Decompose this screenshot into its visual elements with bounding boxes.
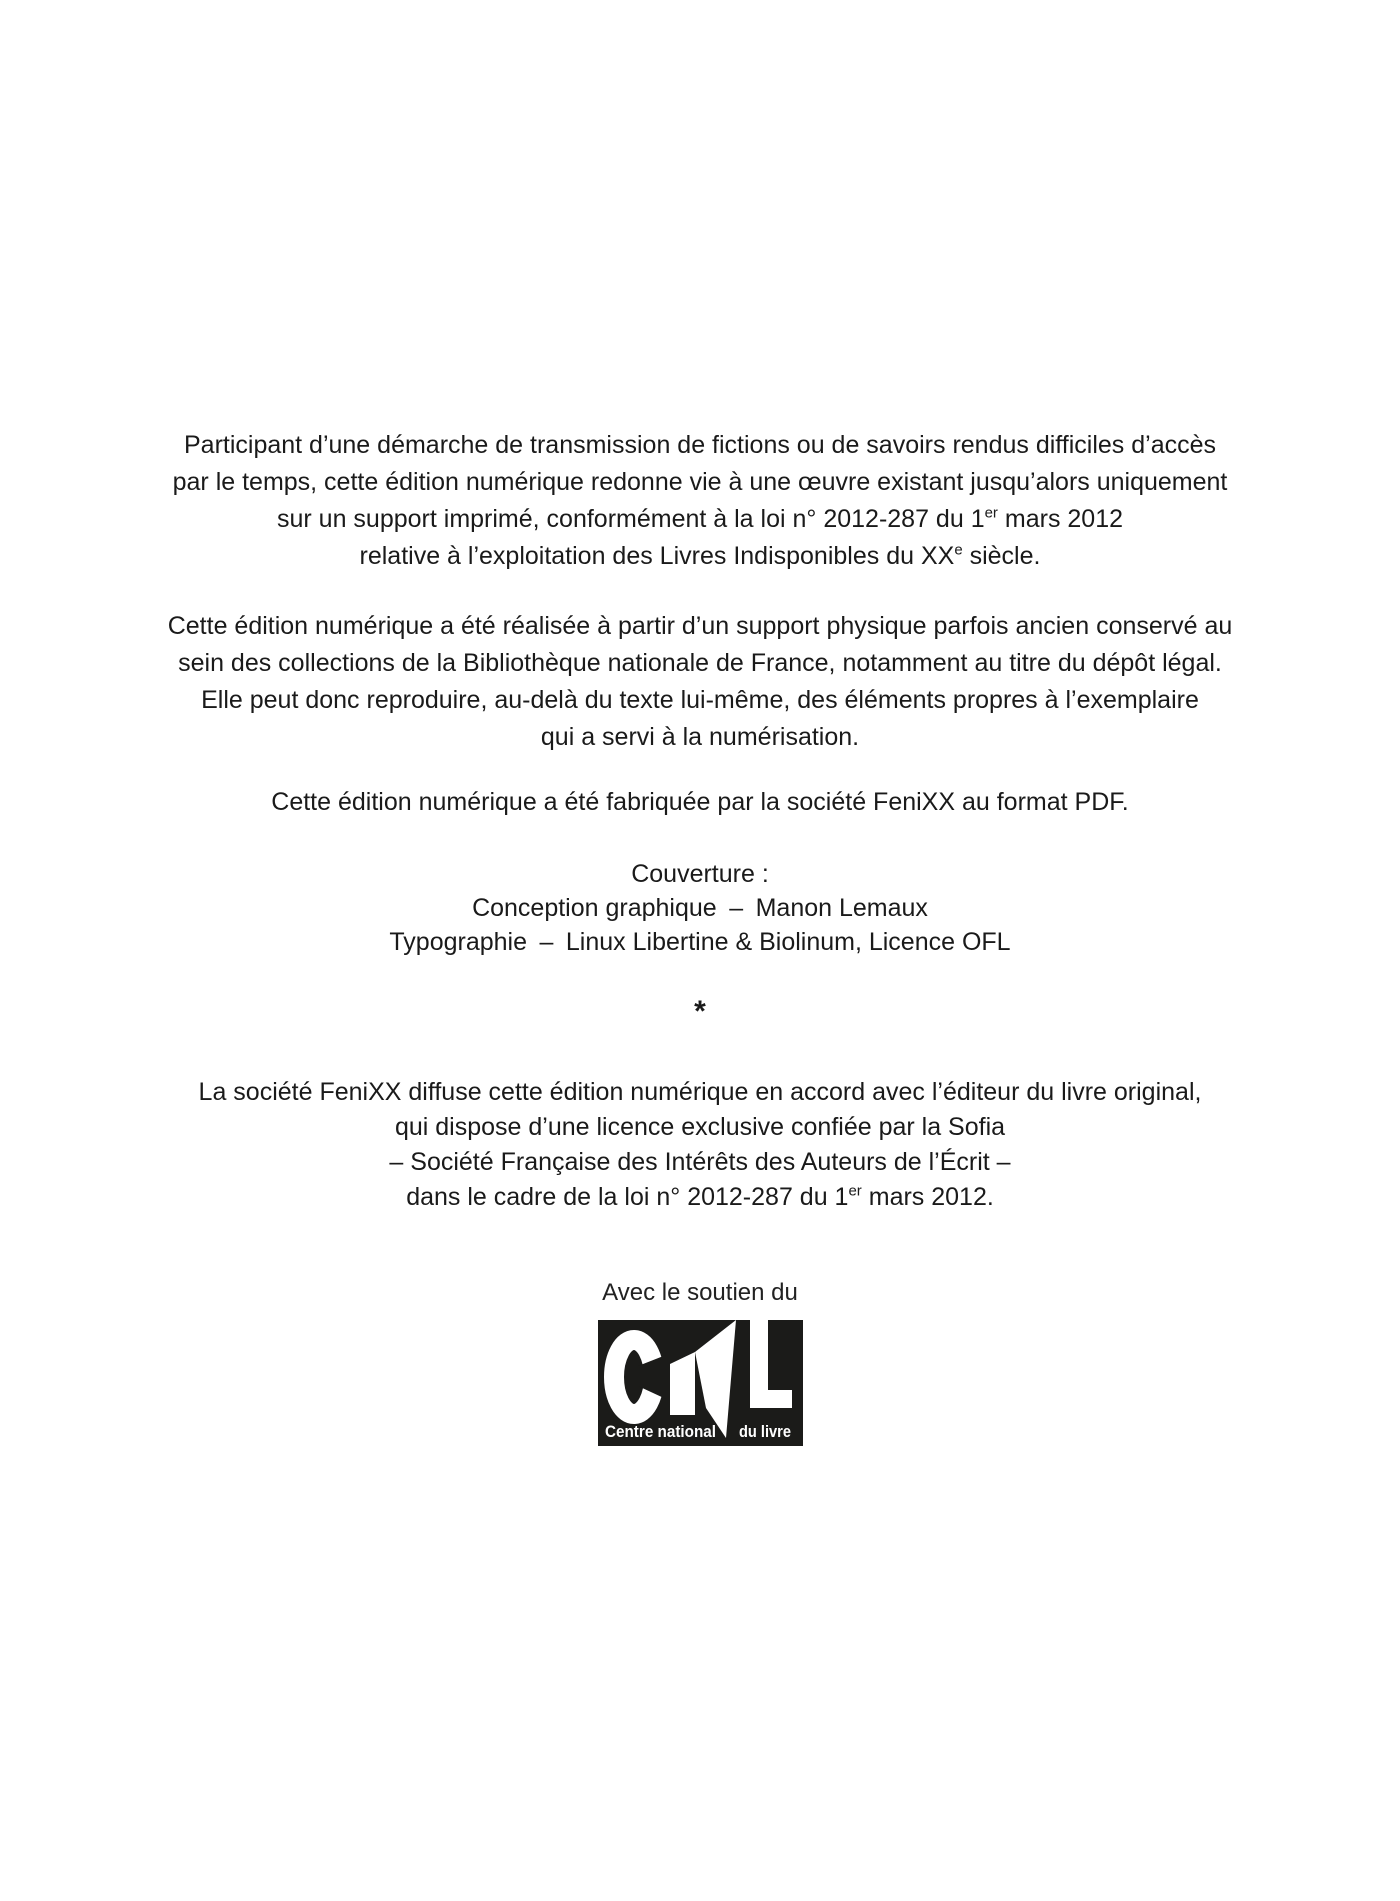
- superscript: er: [848, 1182, 862, 1200]
- text-line: – Société Française des Intérêts des Auteurs de l’Écrit –: [389, 1148, 1011, 1176]
- cnl-logo-name-left: Centre national: [604, 1423, 716, 1441]
- paragraph-transmission: [0, 427, 1400, 575]
- paragraph-bnf: [0, 608, 1400, 756]
- text-line: qui a servi à la numérisation.: [540, 723, 860, 751]
- support-caption: Avec le soutien du: [602, 1279, 798, 1306]
- text-line: Elle peut donc reproduire, au-delà du texte lui-même, des éléments propres à l’exemplaire: [201, 686, 1199, 714]
- text-line: par le temps, cette édition numérique redonne vie à une œuvre existant jusqu’alors uniquement: [172, 468, 1228, 496]
- superscript: er: [984, 504, 998, 522]
- text-line: sur un support imprimé, conformément à la loi n° 2012-287 du 1er mars 2012: [277, 504, 1123, 533]
- cnl-logo-graphic: [598, 1320, 803, 1446]
- text-line: sein des collections de la Bibliothèque nationale de France, notamment au titre du dépôt légal.: [178, 649, 1222, 677]
- text-line: relative à l’exploitation des Livres Indisponibles du XXe siècle.: [359, 541, 1041, 570]
- superscript: e: [954, 541, 963, 559]
- text-line: dans le cadre de la loi n° 2012-287 du 1er mars 2012.: [406, 1182, 994, 1211]
- text-line: Cette édition numérique a été fabriquée par la société FeniXX au format PDF.: [271, 788, 1129, 816]
- text-line: Cette édition numérique a été réalisée à partir d’un support physique parfois ancien conservé au: [167, 612, 1233, 640]
- text-line: La société FeniXX diffuse cette édition numérique en accord avec l’éditeur du livre original,: [198, 1078, 1202, 1106]
- cover-credit-graphic-design: Conception graphique – Manon Lemaux: [472, 894, 928, 922]
- cover-credits: [0, 857, 1400, 959]
- cnl-logo-name-right: du livre: [738, 1423, 791, 1441]
- cnl-logo: [0, 1320, 1400, 1446]
- text-line: qui dispose d’une licence exclusive confiée par la Sofia: [394, 1113, 1006, 1141]
- text-line: Participant d’une démarche de transmission de fictions ou de savoirs rendus difficiles d’accès: [183, 431, 1217, 459]
- cnl-logo-letter-c-icon: [614, 1340, 666, 1414]
- paragraph-diffusion: [0, 1075, 1400, 1215]
- paragraph-fenixx-pdf: [0, 784, 1400, 821]
- cover-credits-title: Couverture :: [631, 860, 769, 888]
- cover-credit-typography: Typographie – Linux Libertine & Biolinum, Licence OFL: [389, 928, 1011, 956]
- asterisk-separator: *: [694, 995, 706, 1028]
